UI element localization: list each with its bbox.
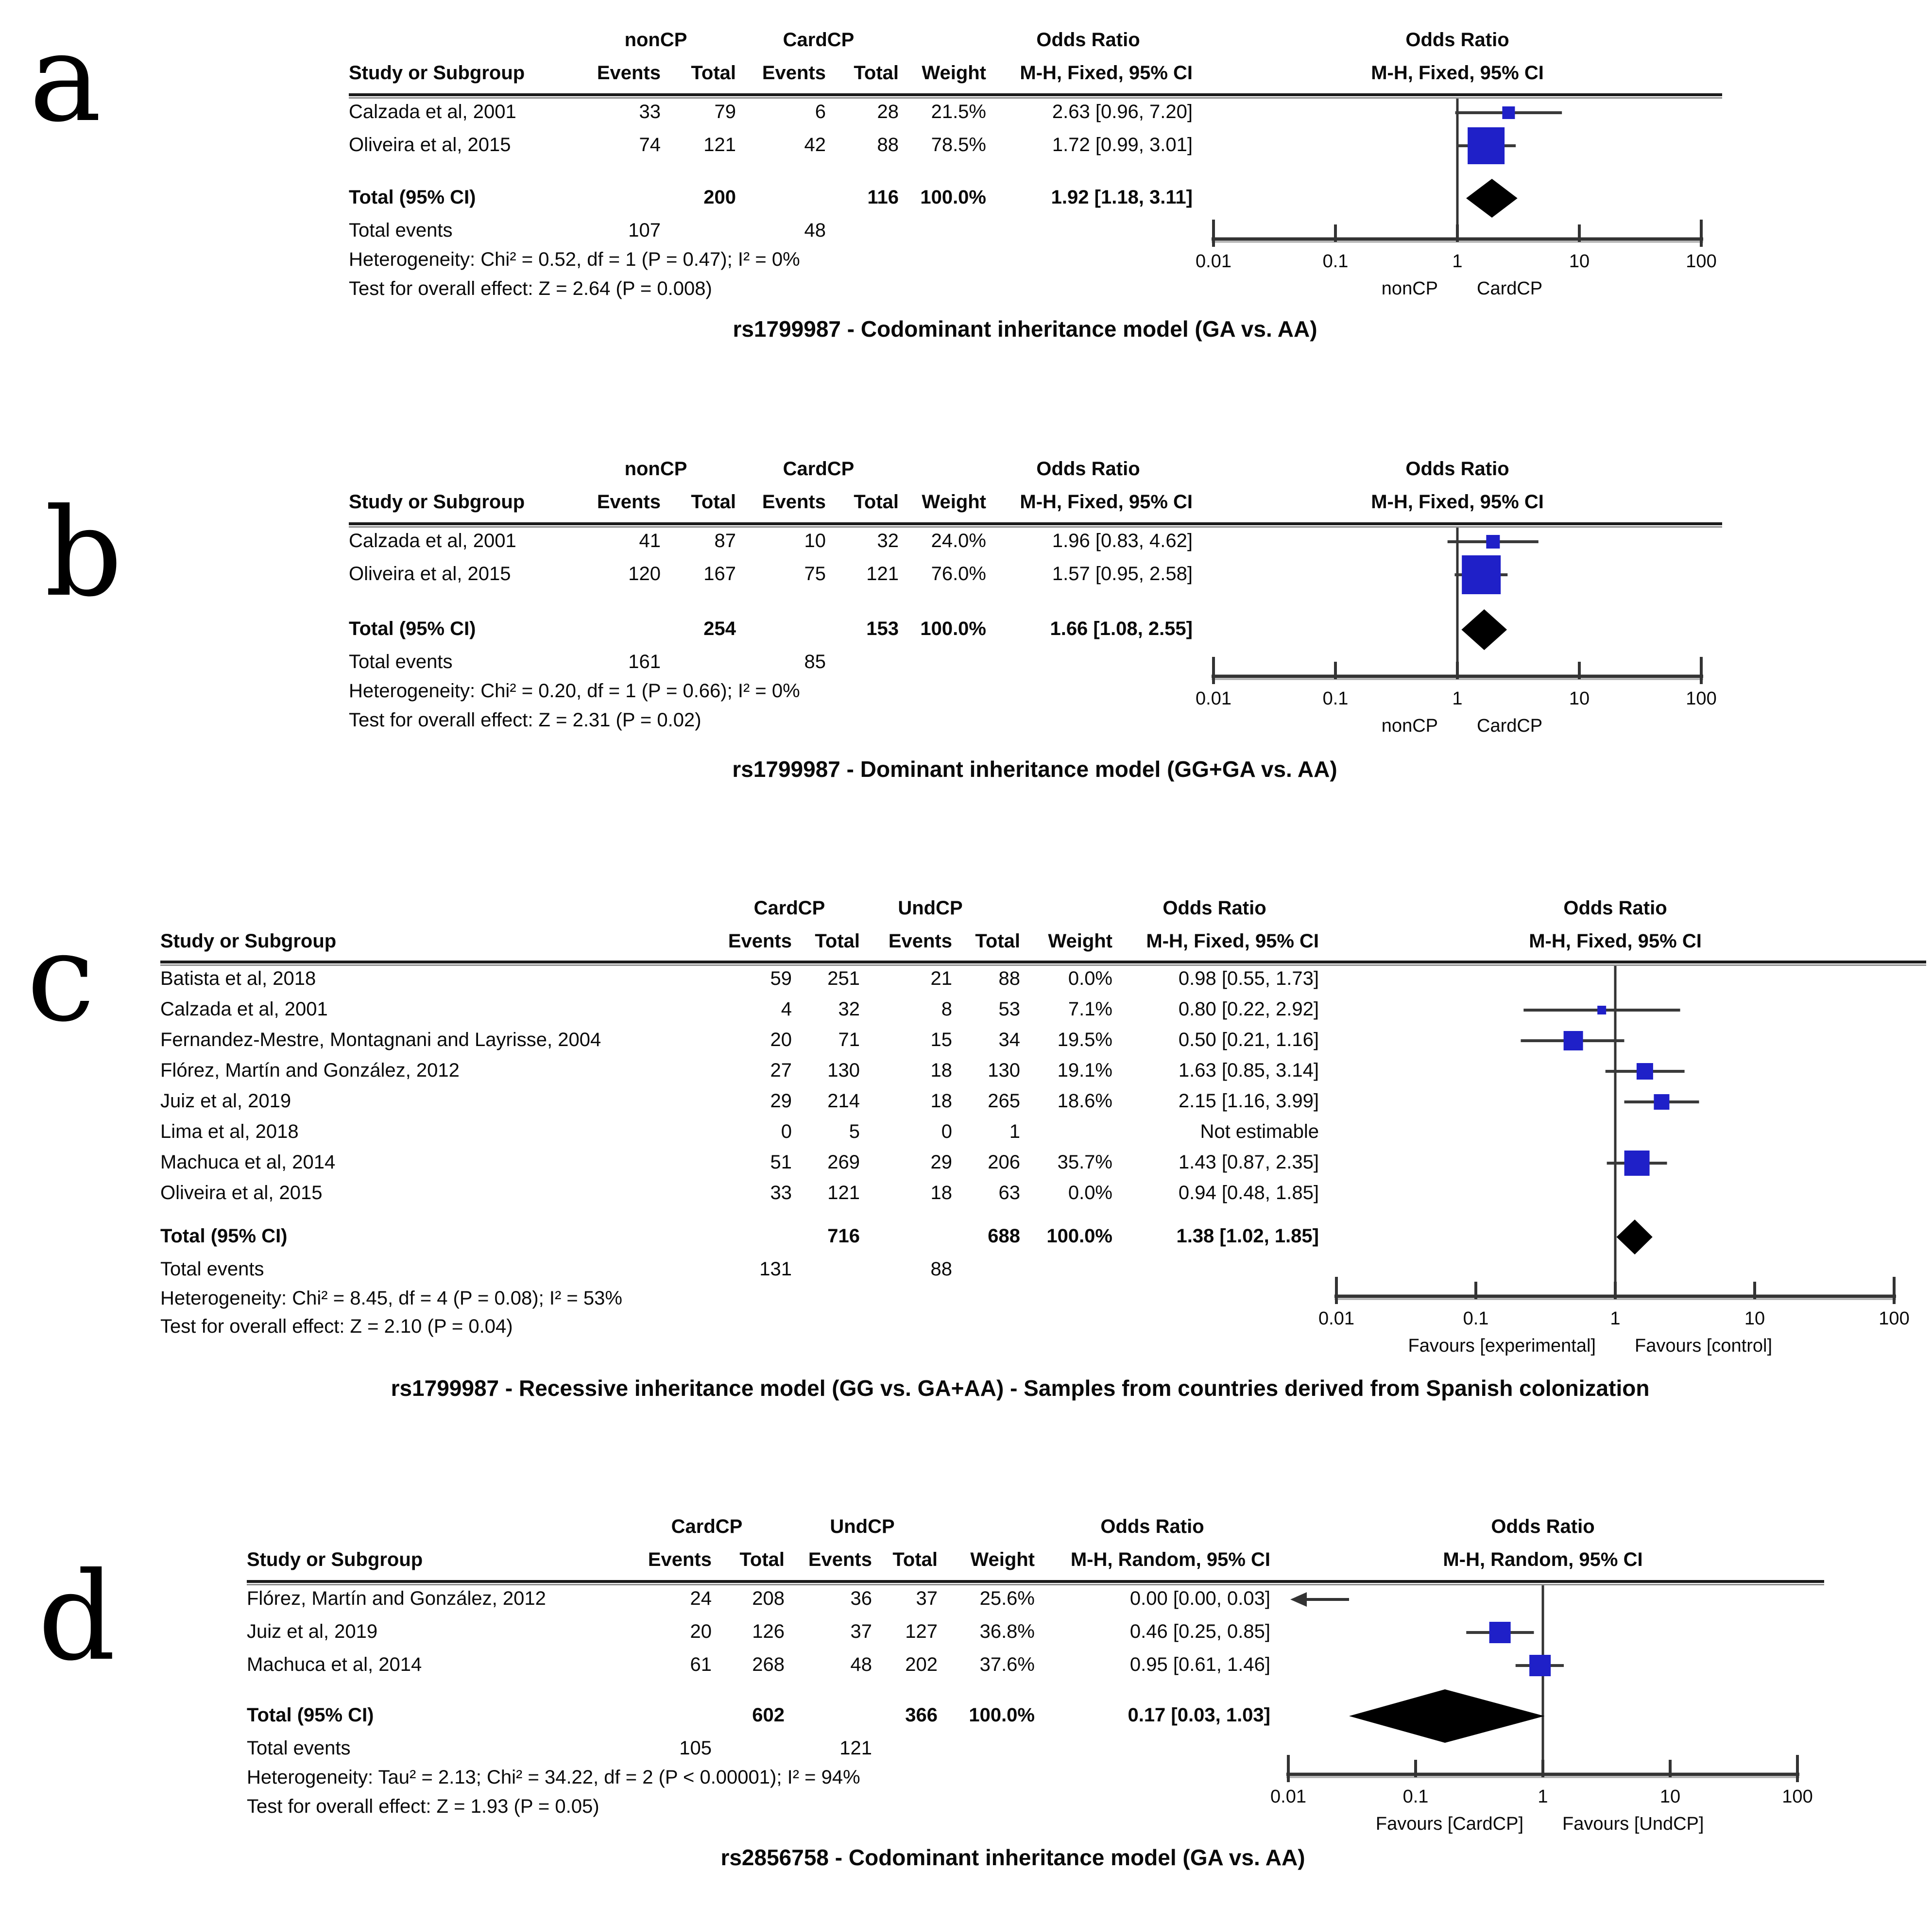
total2-value: 63: [998, 1182, 1020, 1203]
axis-tick: [1212, 657, 1215, 684]
total-row-label: Total (95% CI): [349, 187, 476, 208]
total-odds-ratio-ci-text: 1.92 [1.18, 3.11]: [1051, 187, 1193, 208]
total-row-label: Total (95% CI): [247, 1704, 374, 1726]
total-events1: 107: [628, 220, 661, 241]
events1-column-header: Events: [597, 491, 661, 513]
study-or-marker: [1462, 555, 1501, 594]
total-events2: 88: [930, 1258, 952, 1280]
header-rule-shadow: [160, 964, 1926, 966]
total2-value: 130: [988, 1060, 1020, 1081]
study-or-marker: [1624, 1151, 1650, 1176]
panel-letter-c: c: [27, 907, 95, 1048]
total2-column-header: Total: [854, 62, 899, 84]
left-arrow: [1290, 1592, 1307, 1607]
total-odds-ratio-ci-text: 1.66 [1.08, 2.55]: [1050, 618, 1193, 639]
events1-value: 4: [781, 998, 792, 1020]
axis-tick-label: 1: [1610, 1308, 1621, 1329]
total2-sum: 116: [867, 187, 899, 208]
total1-sum: 200: [703, 187, 736, 208]
total1-value: 121: [827, 1182, 860, 1203]
total1-value: 130: [827, 1060, 860, 1081]
axis-tick: [1334, 662, 1337, 679]
events1-value: 20: [770, 1029, 792, 1050]
total1-value: 167: [703, 563, 736, 584]
axis-tick-label: 1: [1452, 251, 1463, 272]
group2-header: UndCP: [830, 1516, 895, 1537]
total2-column-header: Total: [854, 491, 899, 513]
total2-value: 265: [988, 1090, 1020, 1112]
weight-value: 37.6%: [979, 1654, 1035, 1675]
axis-tick-label: 1: [1538, 1787, 1548, 1807]
study-column-header: Study or Subgroup: [247, 1549, 423, 1570]
study-or-marker: [1654, 1094, 1669, 1110]
odds-ratio-ci-text: 1.63 [0.85, 3.14]: [1178, 1060, 1319, 1081]
axis-tick: [1474, 1282, 1477, 1299]
heterogeneity-text: Heterogeneity: Tau² = 2.13; Chi² = 34.22, df = 2 (P < 0.00001); I² = 94%: [247, 1767, 860, 1788]
weight-value: 18.6%: [1057, 1090, 1112, 1112]
total1-value: 79: [714, 101, 736, 122]
events1-value: 33: [639, 101, 661, 122]
method-column-header: M-H, Fixed, 95% CI: [1020, 491, 1193, 513]
weight-value: 25.6%: [979, 1588, 1035, 1609]
events2-value: 18: [930, 1060, 952, 1081]
total-events-label: Total events: [160, 1258, 264, 1280]
axis-tick-label: 10: [1569, 688, 1590, 709]
axis-tick: [1578, 224, 1581, 242]
odds-ratio-ci-text: 2.63 [0.96, 7.20]: [1052, 101, 1193, 122]
axis-label-left: Favours [experimental]: [1408, 1336, 1596, 1356]
heterogeneity-text: Heterogeneity: Chi² = 0.20, df = 1 (P = 0.66); I² = 0%: [349, 680, 800, 702]
study-name: Lima et al, 2018: [160, 1121, 299, 1142]
events2-column-header: Events: [808, 1549, 872, 1570]
odds-ratio-ci-text: Not estimable: [1200, 1121, 1319, 1142]
summary-diamond: [1461, 609, 1507, 650]
weight-value: 7.1%: [1068, 998, 1112, 1020]
total-events-label: Total events: [349, 651, 453, 672]
header-rule-shadow: [247, 1584, 1824, 1585]
weight-column-header: Weight: [970, 1549, 1035, 1570]
axis-tick: [1414, 1760, 1417, 1777]
events1-value: 41: [639, 530, 661, 551]
summary-diamond: [1349, 1689, 1544, 1743]
events1-value: 120: [628, 563, 661, 584]
study-name: Oliveira et al, 2015: [349, 134, 511, 155]
axis-tick: [1700, 220, 1703, 247]
axis-tick: [1456, 662, 1459, 679]
total1-value: 269: [827, 1151, 860, 1173]
events2-value: 42: [804, 134, 826, 155]
study-name: Oliveira et al, 2015: [349, 563, 511, 584]
events2-column-header: Events: [888, 930, 952, 952]
header-rule: [349, 93, 1722, 96]
axis-label-left: nonCP: [1381, 278, 1438, 299]
axis-tick: [1893, 1277, 1896, 1304]
study-name: Juiz et al, 2019: [247, 1621, 378, 1642]
axis-tick-label: 0.1: [1402, 1787, 1429, 1807]
odds-ratio-ci-text: 2.15 [1.16, 3.99]: [1178, 1090, 1319, 1112]
axis-label-right: Favours [control]: [1635, 1336, 1772, 1356]
axis-tick-label: 100: [1879, 1308, 1910, 1329]
events2-value: 18: [930, 1090, 952, 1112]
total2-value: 127: [905, 1621, 938, 1642]
header-rule: [349, 522, 1722, 525]
study-name: Calzada et al, 2001: [160, 998, 328, 1020]
total-events-label: Total events: [247, 1737, 351, 1759]
panel-title: rs1799987 - Recessive inheritance model (GG vs. GA+AA) - Samples from countries derived from Spanish colonization: [391, 1375, 1650, 1401]
total1-column-header: Total: [815, 930, 860, 952]
panel-title: rs2856758 - Codominant inheritance model (GA vs. AA): [720, 1845, 1305, 1870]
events2-column-header: Events: [762, 62, 826, 84]
header-rule-shadow: [349, 97, 1722, 99]
axis-label-left: Favours [CardCP]: [1375, 1814, 1523, 1834]
total2-value: 53: [998, 998, 1020, 1020]
axis-tick: [1614, 1282, 1617, 1299]
axis-tick-label: 0.01: [1270, 1787, 1306, 1807]
events2-value: 0: [941, 1121, 952, 1142]
total-row-label: Total (95% CI): [349, 618, 476, 639]
odds-ratio-column-header: Odds Ratio: [1163, 897, 1266, 919]
axis-label-left: nonCP: [1381, 716, 1438, 736]
events2-value: 18: [930, 1182, 952, 1203]
odds-ratio-ci-text: 1.43 [0.87, 2.35]: [1178, 1151, 1319, 1173]
plot-method-header: M-H, Fixed, 95% CI: [1371, 491, 1544, 513]
total-events2: 85: [804, 651, 826, 672]
overall-effect-text: Test for overall effect: Z = 2.10 (P = 0.04): [160, 1316, 513, 1337]
total2-value: 121: [866, 563, 899, 584]
weight-value: 21.5%: [931, 101, 986, 122]
total1-value: 126: [752, 1621, 785, 1642]
group2-header: CardCP: [783, 29, 855, 51]
total-weight: 100.0%: [969, 1704, 1035, 1726]
header-rule-shadow: [349, 526, 1722, 528]
total2-value: 88: [877, 134, 899, 155]
study-name: Calzada et al, 2001: [349, 101, 516, 122]
total1-column-header: Total: [691, 62, 736, 84]
study-column-header: Study or Subgroup: [160, 930, 337, 952]
total2-value: 88: [998, 968, 1020, 989]
axis-tick: [1456, 224, 1459, 242]
total1-value: 87: [714, 530, 736, 551]
total2-sum: 688: [988, 1225, 1020, 1247]
total2-sum: 366: [905, 1704, 938, 1726]
total2-sum: 153: [866, 618, 899, 639]
events1-value: 33: [770, 1182, 792, 1203]
axis-tick-label: 0.1: [1322, 688, 1349, 709]
total1-value: 214: [827, 1090, 860, 1112]
weight-value: 36.8%: [979, 1621, 1035, 1642]
axis-label-right: CardCP: [1477, 278, 1543, 299]
events2-value: 29: [930, 1151, 952, 1173]
panel-letter-a: a: [29, 7, 102, 149]
overall-effect-text: Test for overall effect: Z = 1.93 (P = 0.05): [247, 1796, 599, 1817]
total1-sum: 716: [827, 1225, 860, 1247]
group1-header: CardCP: [671, 1516, 743, 1537]
axis-tick-label: 0.1: [1463, 1308, 1489, 1329]
total2-value: 202: [905, 1654, 938, 1675]
panel-letter-b: b: [45, 482, 123, 623]
method-column-header: M-H, Fixed, 95% CI: [1020, 62, 1193, 84]
weight-value: 0.0%: [1068, 968, 1112, 989]
axis-tick: [1700, 657, 1703, 684]
group1-header: nonCP: [624, 29, 687, 51]
axis-tick-label: 10: [1569, 251, 1590, 272]
plot-method-header: M-H, Random, 95% CI: [1443, 1549, 1643, 1570]
study-name: Batista et al, 2018: [160, 968, 316, 989]
events2-value: 75: [804, 563, 826, 584]
total-events1: 131: [759, 1258, 792, 1280]
odds-ratio-ci-text: 0.00 [0.00, 0.03]: [1129, 1588, 1270, 1609]
overall-effect-text: Test for overall effect: Z = 2.64 (P = 0.008): [349, 278, 712, 299]
total2-value: 1: [1009, 1121, 1020, 1142]
total-events1: 105: [679, 1737, 712, 1759]
axis-label-right: Favours [UndCP]: [1562, 1814, 1704, 1834]
events2-value: 48: [850, 1654, 872, 1675]
total-events2: 48: [804, 220, 826, 241]
study-name: Calzada et al, 2001: [349, 530, 516, 551]
odds-ratio-ci-text: 0.46 [0.25, 0.85]: [1129, 1621, 1270, 1642]
axis-tick-label: 0.1: [1322, 251, 1349, 272]
panel-letter-d: d: [38, 1546, 116, 1687]
study-or-marker: [1597, 1006, 1606, 1014]
total1-column-header: Total: [691, 491, 736, 513]
events1-value: 27: [770, 1060, 792, 1081]
total1-value: 5: [849, 1121, 860, 1142]
weight-value: 19.1%: [1057, 1060, 1112, 1081]
total2-value: 28: [877, 101, 899, 122]
group2-header: UndCP: [898, 897, 963, 919]
header-rule: [160, 961, 1926, 963]
study-column-header: Study or Subgroup: [349, 62, 525, 84]
weight-value: 19.5%: [1057, 1029, 1112, 1050]
total1-value: 32: [838, 998, 860, 1020]
axis-label-right: CardCP: [1477, 716, 1543, 736]
total-row-label: Total (95% CI): [160, 1225, 288, 1247]
weight-value: 24.0%: [931, 530, 986, 551]
study-or-marker: [1637, 1063, 1653, 1080]
plot-odds-ratio-header: Odds Ratio: [1491, 1516, 1595, 1537]
total1-value: 208: [752, 1588, 785, 1609]
study-name: Oliveira et al, 2015: [160, 1182, 323, 1203]
overall-effect-text: Test for overall effect: Z = 2.31 (P = 0.02): [349, 709, 701, 731]
panel-title: rs1799987 - Codominant inheritance model (GA vs. AA): [733, 316, 1317, 342]
total-events2: 121: [839, 1737, 872, 1759]
axis-tick-label: 100: [1686, 688, 1717, 709]
odds-ratio-ci-text: 0.94 [0.48, 1.85]: [1178, 1182, 1319, 1203]
method-column-header: M-H, Random, 95% CI: [1070, 1549, 1270, 1570]
events2-value: 6: [815, 101, 826, 122]
events1-value: 20: [690, 1621, 712, 1642]
study-column-header: Study or Subgroup: [349, 491, 525, 513]
axis-tick-label: 100: [1686, 251, 1717, 272]
study-name: Flórez, Martín and González, 2012: [160, 1060, 460, 1081]
study-name: Fernandez-Mestre, Montagnani and Layrisse, 2004: [160, 1029, 601, 1050]
odds-ratio-ci-text: 0.98 [0.55, 1.73]: [1178, 968, 1319, 989]
weight-value: 76.0%: [931, 563, 986, 584]
axis-tick: [1335, 1277, 1338, 1304]
events1-value: 61: [690, 1654, 712, 1675]
study-or-marker: [1564, 1031, 1583, 1050]
study-or-marker: [1489, 1622, 1511, 1643]
axis-tick-label: 0.01: [1318, 1308, 1354, 1329]
heterogeneity-text: Heterogeneity: Chi² = 8.45, df = 4 (P = 0.08); I² = 53%: [160, 1288, 622, 1309]
axis-tick: [1669, 1760, 1672, 1777]
weight-value: 78.5%: [931, 134, 986, 155]
total1-value: 251: [827, 968, 860, 989]
study-name: Machuca et al, 2014: [247, 1654, 422, 1675]
total-odds-ratio-ci-text: 1.38 [1.02, 1.85]: [1176, 1225, 1319, 1247]
axis-tick: [1334, 224, 1337, 242]
summary-diamond: [1466, 179, 1518, 218]
plot-odds-ratio-header: Odds Ratio: [1563, 897, 1667, 919]
total1-value: 121: [703, 134, 736, 155]
plot-odds-ratio-header: Odds Ratio: [1405, 29, 1509, 51]
events2-value: 15: [930, 1029, 952, 1050]
total-odds-ratio-ci-text: 0.17 [0.03, 1.03]: [1128, 1704, 1270, 1726]
events2-value: 36: [850, 1588, 872, 1609]
axis-tick-label: 10: [1744, 1308, 1765, 1329]
total-weight: 100.0%: [920, 187, 986, 208]
study-name: Flórez, Martín and González, 2012: [247, 1588, 546, 1609]
total2-column-header: Total: [975, 930, 1020, 952]
group1-header: CardCP: [753, 897, 825, 919]
total2-value: 34: [998, 1029, 1020, 1050]
events1-column-header: Events: [597, 62, 661, 84]
study-name: Machuca et al, 2014: [160, 1151, 336, 1173]
plot-method-header: M-H, Fixed, 95% CI: [1529, 930, 1702, 952]
events1-value: 74: [639, 134, 661, 155]
events2-value: 37: [850, 1621, 872, 1642]
axis-tick-label: 1: [1452, 688, 1463, 709]
axis-tick: [1753, 1282, 1756, 1299]
study-or-marker: [1529, 1655, 1551, 1676]
events1-column-header: Events: [728, 930, 792, 952]
total1-column-header: Total: [739, 1549, 785, 1570]
total2-value: 37: [916, 1588, 938, 1609]
total1-sum: 602: [752, 1704, 785, 1726]
total2-value: 32: [877, 530, 899, 551]
events2-value: 10: [804, 530, 826, 551]
axis-tick-label: 10: [1659, 1787, 1681, 1807]
axis-tick: [1541, 1760, 1544, 1777]
events1-value: 24: [690, 1588, 712, 1609]
axis-tick-label: 100: [1782, 1787, 1813, 1807]
total-events-label: Total events: [349, 220, 453, 241]
heterogeneity-text: Heterogeneity: Chi² = 0.52, df = 1 (P = 0.47); I² = 0%: [349, 249, 800, 270]
odds-ratio-ci-text: 1.96 [0.83, 4.62]: [1052, 530, 1193, 551]
total-weight: 100.0%: [920, 618, 986, 639]
odds-ratio-ci-text: 0.50 [0.21, 1.16]: [1178, 1029, 1319, 1050]
odds-ratio-ci-text: 0.80 [0.22, 2.92]: [1178, 998, 1319, 1020]
events1-value: 51: [770, 1151, 792, 1173]
study-or-marker: [1486, 535, 1500, 549]
weight-column-header: Weight: [922, 491, 986, 513]
events2-value: 8: [941, 998, 952, 1020]
weight-value: 0.0%: [1068, 1182, 1112, 1203]
weight-column-header: Weight: [922, 62, 986, 84]
axis-tick: [1796, 1755, 1799, 1782]
total-weight: 100.0%: [1046, 1225, 1112, 1247]
total2-value: 206: [988, 1151, 1020, 1173]
events1-value: 29: [770, 1090, 792, 1112]
axis-tick-label: 0.01: [1196, 688, 1231, 709]
axis-tick: [1578, 662, 1581, 679]
group1-header: nonCP: [624, 458, 687, 480]
study-or-marker: [1502, 106, 1515, 119]
plot-odds-ratio-header: Odds Ratio: [1405, 458, 1509, 480]
events2-column-header: Events: [762, 491, 826, 513]
axis-tick: [1287, 1755, 1290, 1782]
summary-diamond: [1616, 1220, 1652, 1254]
odds-ratio-column-header: Odds Ratio: [1036, 458, 1140, 480]
events1-column-header: Events: [648, 1549, 712, 1570]
total2-column-header: Total: [892, 1549, 938, 1570]
odds-ratio-ci-text: 0.95 [0.61, 1.46]: [1129, 1654, 1270, 1675]
odds-ratio-column-header: Odds Ratio: [1036, 29, 1140, 51]
total-events1: 161: [628, 651, 661, 672]
events2-value: 21: [930, 968, 952, 989]
weight-column-header: Weight: [1048, 930, 1112, 952]
events1-value: 59: [770, 968, 792, 989]
odds-ratio-ci-text: 1.57 [0.95, 2.58]: [1052, 563, 1193, 584]
plot-method-header: M-H, Fixed, 95% CI: [1371, 62, 1544, 84]
odds-ratio-ci-text: 1.72 [0.99, 3.01]: [1052, 134, 1193, 155]
total1-value: 268: [752, 1654, 785, 1675]
group2-header: CardCP: [783, 458, 855, 480]
total1-sum: 254: [703, 618, 736, 639]
panel-title: rs1799987 - Dominant inheritance model (GG+GA vs. AA): [732, 756, 1337, 782]
method-column-header: M-H, Fixed, 95% CI: [1146, 930, 1319, 952]
header-rule: [247, 1580, 1824, 1583]
study-name: Juiz et al, 2019: [160, 1090, 291, 1112]
axis-tick: [1212, 220, 1215, 247]
odds-ratio-column-header: Odds Ratio: [1100, 1516, 1204, 1537]
total1-value: 71: [838, 1029, 860, 1050]
axis-tick-label: 0.01: [1196, 251, 1231, 272]
study-or-marker: [1468, 127, 1505, 164]
events1-value: 0: [781, 1121, 792, 1142]
weight-value: 35.7%: [1057, 1151, 1112, 1173]
